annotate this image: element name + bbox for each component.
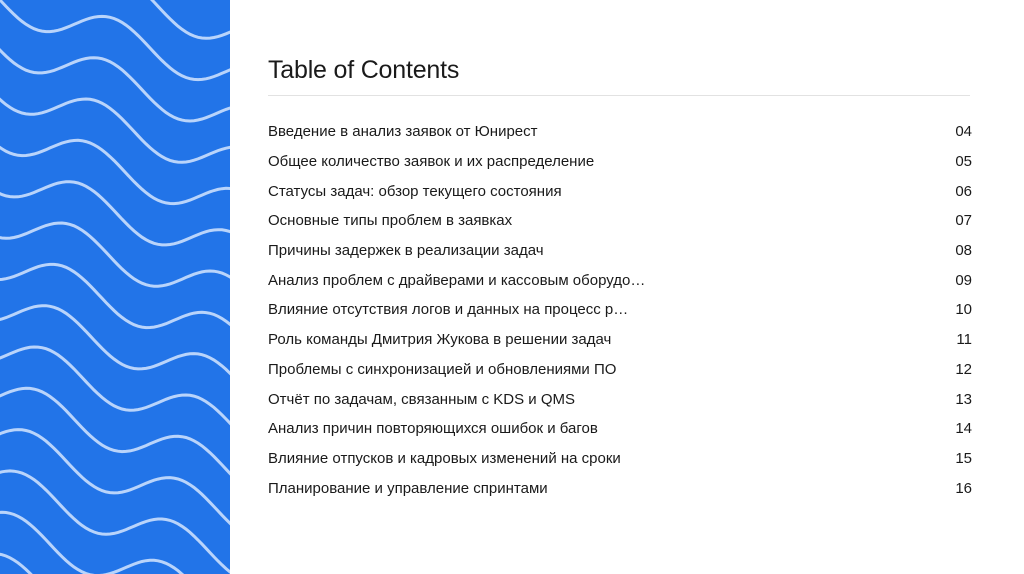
toc-item-label: Причины задержек в реализации задач [268,242,544,260]
toc-item-label: Отчёт по задачам, связанным с KDS и QMS [268,390,576,408]
toc-item-page: 05 [955,153,972,171]
toc-item-page: 07 [955,212,972,230]
toc-item-label: Основные типы проблем в заявках [268,212,513,230]
toc-item[interactable] [268,265,972,295]
wave-line [0,0,230,80]
toc-item-page: 15 [955,449,972,467]
toc-item[interactable] [268,206,972,236]
toc-item[interactable] [268,384,972,414]
toc-item[interactable] [268,295,972,325]
toc-item-label: Планирование и управление спринтами [268,479,548,497]
toc-item[interactable] [268,325,972,355]
toc-item[interactable] [268,414,972,444]
toc-item[interactable] [268,473,972,503]
toc-item[interactable] [268,236,972,266]
toc-item-page: 10 [955,301,972,319]
toc-list [268,117,972,503]
toc-item-label: Влияние отпусков и кадровых изменений на сроки [268,449,621,467]
toc-item-page: 12 [955,360,972,378]
toc-item-page: 11 [956,331,972,349]
toc-item-page: 14 [955,420,972,438]
toc-item-label: Роль команды Дмитрия Жукова в решении задач [268,331,612,349]
wave-line [0,306,230,382]
toc-item-page: 09 [955,271,972,289]
wavy-lines-decoration [0,0,230,574]
wave-line [0,471,230,574]
toc-item-label: Общее количество заявок и их распределение [268,153,595,171]
toc-item-label: Анализ причин повторяющихся ошибок и багов [268,420,598,438]
wave-line [0,90,230,163]
toc-item[interactable] [268,176,972,206]
toc-item[interactable] [268,355,972,385]
toc-item[interactable] [268,117,972,147]
toc-item-page: 08 [955,242,972,260]
toc-item[interactable] [268,147,972,177]
decorative-side-panel [0,0,230,574]
toc-item-page: 04 [955,123,972,141]
toc-item-label: Введение в анализ заявок от Юнирест [268,123,538,141]
toc-item-label: Анализ проблем с драйверами и кассовым оборудо… [268,271,646,289]
wave-line [0,512,230,574]
title-divider [268,95,970,96]
wave-line [0,223,230,286]
toc-item-page: 16 [955,479,972,497]
toc-item-label: Проблемы с синхронизацией и обновлениями ПО [268,360,617,378]
toc-item-label: Влияние отсутствия логов и данных на процесс р… [268,301,629,319]
toc-item-page: 13 [955,390,972,408]
toc-item[interactable] [268,444,972,474]
page-title: Table of Contents [268,56,460,84]
wave-line [0,139,230,203]
toc-item-label: Статусы задач: обзор текущего состояния [268,182,562,200]
toc-item-page: 06 [955,182,972,200]
wave-line [0,182,230,245]
